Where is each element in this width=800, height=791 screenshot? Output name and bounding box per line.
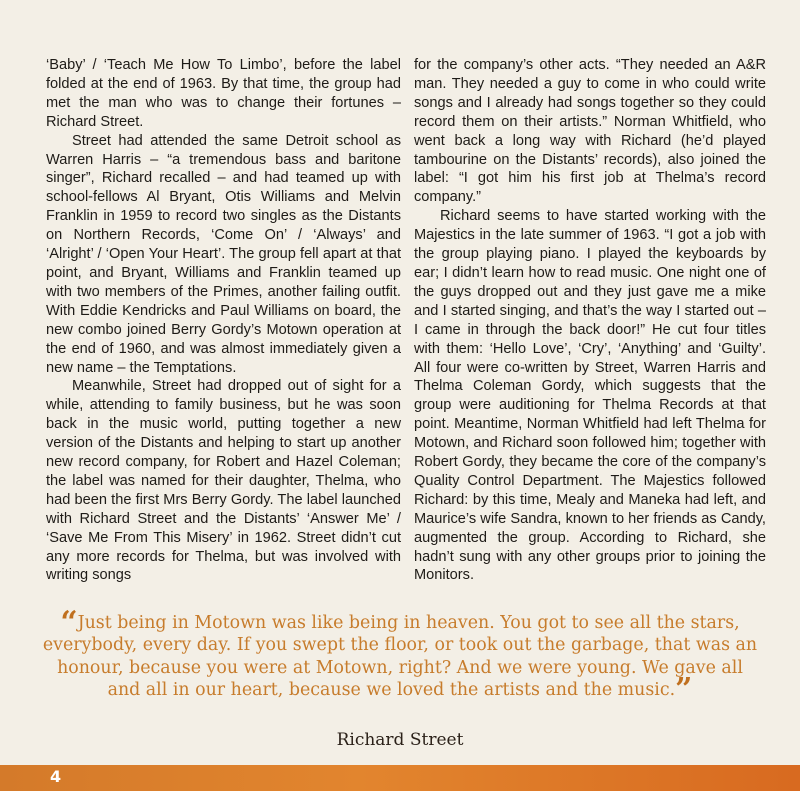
pull-quote-text: Just being in Motown was like being in heaven. You got to see all the stars, everybody, every day. If you swept the floor, or took out the garbage, that was an honour, because you were at Motown, right? And we were young. We gave all and all in our heart, because we loved the artists and the music. (42, 613, 758, 701)
page-number: 4 (50, 767, 62, 786)
open-quote-mark-icon: “ (60, 605, 78, 640)
paragraph: Street had attended the same Detroit school as Warren Harris – “a tremendous bass and baritone singer”, Richard recalled – and had teamed up with school-fellows Al Bryant, Otis Williams and Melvin Franklin in 1959 to record two singles as the Distants on Northern Records, ‘Come On’ / ‘Always’ and ‘Alright’ / ‘Open Your Heart’. The group fell apart at that point, and Bryant, Williams and Franklin teamed up with two members of the Primes, another failing outfit. With Eddie Kendricks and Paul Williams on board, the new combo joined Berry Gordy’s Motown operation at the end of 1960, and was almost immediately given a new name – the Temptations. (46, 132, 401, 376)
paragraph: Richard seems to have started working with the Majestics in the late summer of 1963. “I got a job with the group playing piano. I played the keyboards by ear; I didn’t learn how to read music. One night one of the guys dropped out and they just gave me a mike and I started singing, and that’s the way I started out – I came in through the back door!” He cut four titles with them: ‘Hello Love’, ‘Cry’, ‘Anything’ and ‘Guilty’. All four were co-written by Street, Warren Harris and Thelma Coleman Gordy, which suggests that the group were auditioning for Thelma Records at that point. Meantime, Norman Whitfield had left Thelma for Motown, and Richard soon followed him; together with Robert Gordy, they became the core of the company’s Quality Control Department. The Majestics followed Richard: by this time, Mealy and Maneka had left, and Maurice’s wife Sandra, known to her friends as Candy, augmented the group. According to Richard, she hadn’t sung with any other groups prior to joining the Monitors. (414, 208, 766, 584)
paragraph: ‘Baby’ / ‘Teach Me How To Limbo’, before the label folded at the end of 1963. By that time, the group had met the man who was to change their fortunes – Richard Street. (46, 57, 401, 130)
left-text-column (46, 56, 401, 585)
paragraph: for the company’s other acts. “They needed an A&R man. They needed a guy to come in who could write songs and I already had songs together so they could record them on their artists.” Norman Whitfield, who went back a long way with Richard (he’d played tambourine on the Distants’ records), also joined the label: “I got him his first job at Thelma’s record company.” (414, 57, 766, 206)
footer-bar (0, 765, 800, 791)
right-text-column (414, 56, 766, 585)
close-quote-mark-icon: ” (675, 672, 693, 708)
pull-quote (40, 605, 760, 708)
paragraph: Meanwhile, Street had dropped out of sight for a while, attending to family business, but he was soon back in the music world, putting together a new version of the Distants and helping to start up another new record company, for Robert and Hazel Coleman; the label was named for their daughter, Thelma, who had been the first Mrs Berry Gordy. The label launched with Richard Street and the Distants’ ‘Answer Me’ / ‘Save Me From This Misery’ in 1962. Street didn’t cut any more records for Thelma, but was involved with writing songs (46, 378, 401, 584)
quote-attribution: Richard Street (336, 730, 464, 750)
